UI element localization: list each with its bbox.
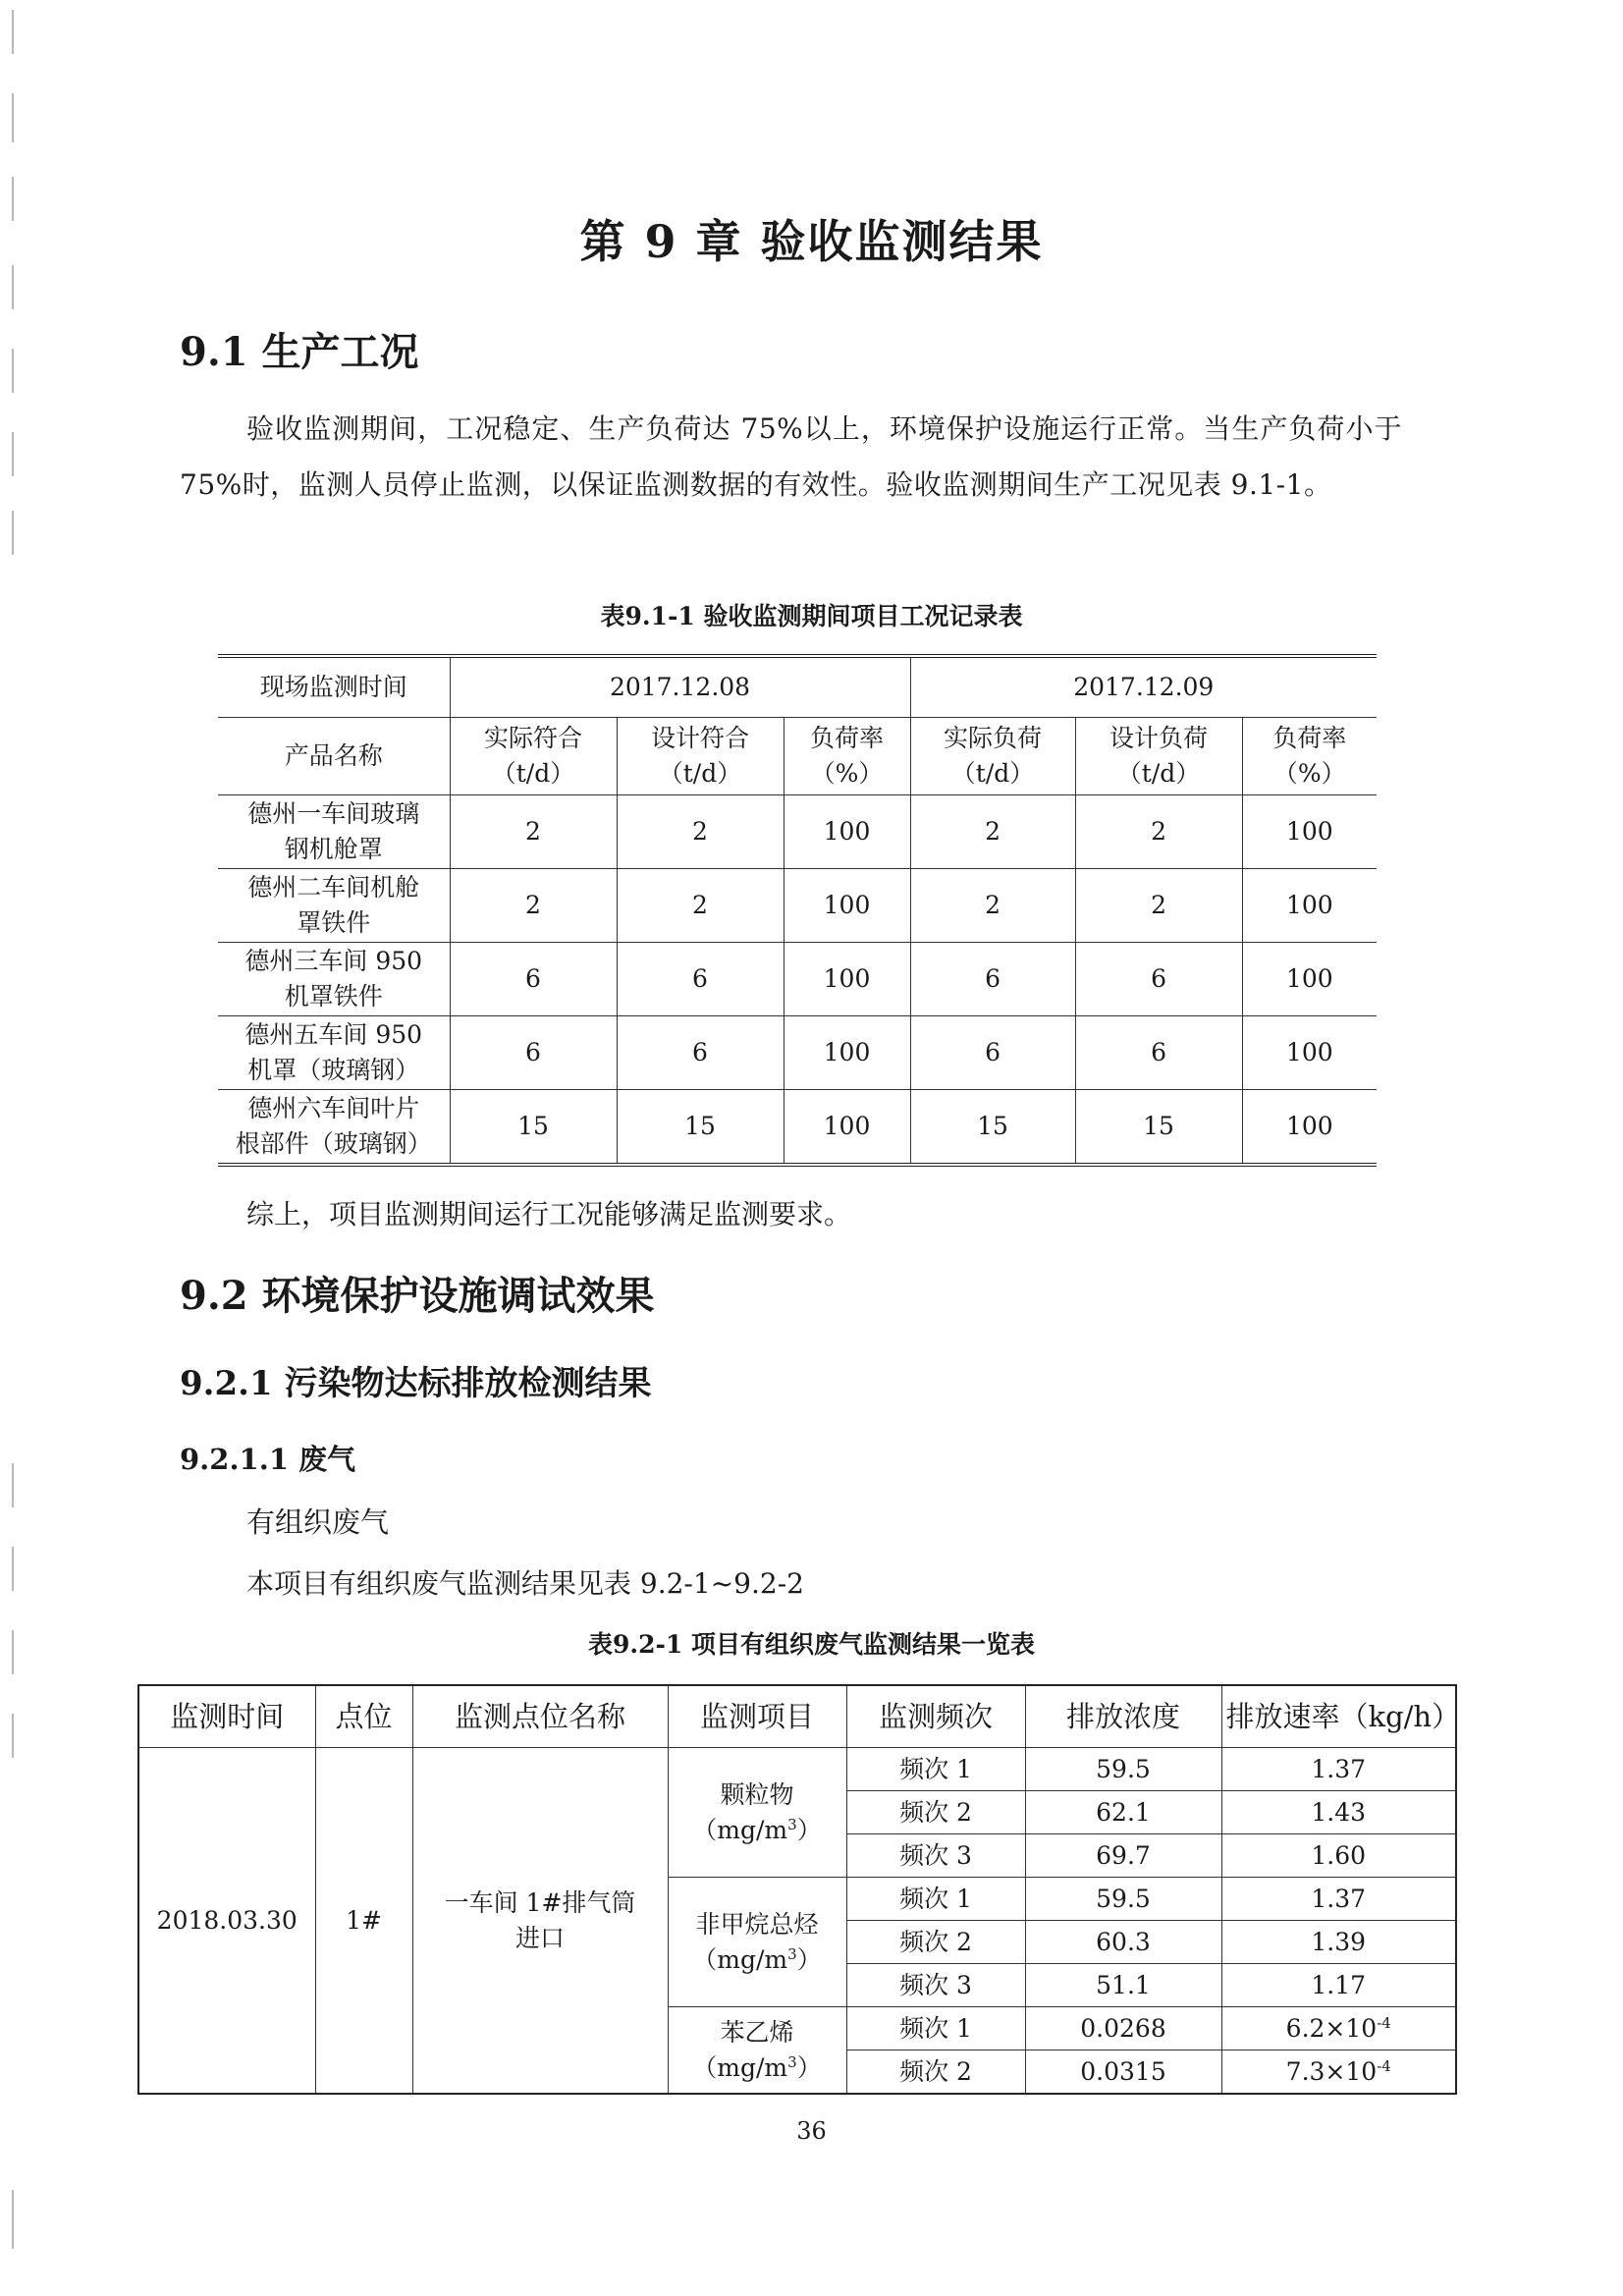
frequency-cell: 频次 1 — [846, 1878, 1025, 1921]
table-header-row — [218, 656, 1377, 718]
section-heading-9-2-1-1: 9.2.1.1 废气 — [180, 1443, 356, 1476]
monitor-item-cell: 颗粒物 $(mg/m^3)$ — [668, 1748, 846, 1878]
section-heading-9-2-1: 9.2.1 污染物达标排放检测结果 — [180, 1364, 652, 1403]
value-cell: 100 — [784, 1090, 910, 1166]
emission-rate-cell: 1.60 — [1221, 1834, 1456, 1878]
table-header-row — [138, 1685, 1456, 1748]
binding-mark — [12, 349, 14, 393]
value-cell: 100 — [1242, 869, 1377, 943]
value-cell: 2 — [910, 869, 1075, 943]
value-cell: 2 — [617, 795, 784, 869]
section-heading-9-1: 9.1 生产工况 — [180, 329, 419, 375]
value-cell: 2 — [450, 795, 617, 869]
header-cell: 产品名称 — [218, 718, 450, 795]
section-9-1-paragraph: 验收监测期间，工况稳定、生产负荷达 75%以上，环境保护设施运行正常。当生产负荷小于 75%时，监测人员停止监测，以保证监测数据的有效性。验收监测期间生产工况见表 9.1-1。 — [180, 412, 1402, 501]
header-cell: 设计符合 （t/d） — [617, 718, 784, 795]
emission-rate-cell: 1.43 — [1221, 1791, 1456, 1834]
emission-rate-cell: $7.3\times 10^{-4}$ — [1221, 2050, 1456, 2095]
scan-binding-marks — [12, 0, 16, 2296]
value-cell: 2 — [1075, 869, 1242, 943]
binding-mark — [12, 1714, 14, 1758]
header-cell: 排放速率（kg/h） — [1221, 1685, 1456, 1748]
value-cell: 100 — [784, 869, 910, 943]
value-cell: 2 — [617, 869, 784, 943]
header-cell: 设计负荷 （t/d） — [1075, 718, 1242, 795]
binding-mark — [12, 432, 14, 476]
header-cell: 监测项目 — [668, 1685, 846, 1748]
table-row — [218, 1090, 1377, 1166]
table-9-1-1 — [218, 654, 1377, 1167]
emission-rate-cell: 1.17 — [1221, 1964, 1456, 2007]
header-cell: 监测点位名称 — [412, 1685, 668, 1748]
binding-mark — [12, 2190, 14, 2249]
value-cell: 100 — [1242, 943, 1377, 1016]
binding-mark — [12, 1547, 14, 1591]
frequency-cell: 频次 2 — [846, 1921, 1025, 1964]
frequency-cell: 频次 2 — [846, 2050, 1025, 2095]
value-cell: 15 — [617, 1090, 784, 1166]
summary-paragraph: 综上，项目监测期间运行工况能够满足监测要求。 — [246, 1198, 852, 1230]
value-cell: 2 — [910, 795, 1075, 869]
value-cell: 15 — [910, 1090, 1075, 1166]
page-number: 36 — [796, 2117, 827, 2145]
concentration-cell: 59.5 — [1025, 1748, 1221, 1791]
header-cell: 实际符合 （t/d） — [450, 718, 617, 795]
frequency-cell: 频次 3 — [846, 1964, 1025, 2007]
table-row — [138, 1748, 1456, 1791]
binding-mark — [12, 10, 14, 54]
concentration-cell: 0.0315 — [1025, 2050, 1221, 2095]
value-cell: 6 — [910, 1016, 1075, 1090]
value-cell: 6 — [450, 943, 617, 1016]
organized-exhaust-label: 有组织废气 — [246, 1505, 390, 1539]
value-cell: 100 — [1242, 1016, 1377, 1090]
header-date-cell: 2017.12.09 — [910, 656, 1377, 718]
frequency-cell: 频次 3 — [846, 1834, 1025, 1878]
emission-rate-cell: 1.37 — [1221, 1748, 1456, 1791]
binding-mark — [12, 511, 14, 555]
value-cell: 100 — [784, 1016, 910, 1090]
frequency-cell: 频次 2 — [846, 1791, 1025, 1834]
product-name-cell: 德州五车间 950 机罩（玻璃钢） — [218, 1016, 450, 1090]
table-row — [218, 869, 1377, 943]
value-cell: 15 — [1075, 1090, 1242, 1166]
value-cell: 6 — [1075, 943, 1242, 1016]
concentration-cell: 62.1 — [1025, 1791, 1221, 1834]
value-cell: 15 — [450, 1090, 617, 1166]
monitor-item-cell: 苯乙烯 $(mg/m^3)$ — [668, 2007, 846, 2095]
table-9-1-1-caption: 表9.1-1 验收监测期间项目工况记录表 — [600, 602, 1023, 630]
emission-rate-cell: 1.39 — [1221, 1921, 1456, 1964]
value-cell: 6 — [1075, 1016, 1242, 1090]
binding-mark — [12, 265, 14, 309]
header-cell: 现场监测时间 — [218, 656, 450, 718]
binding-mark — [12, 93, 14, 142]
section-heading-9-2: 9.2 环境保护设施调试效果 — [180, 1273, 655, 1319]
header-cell: 实际负荷 （t/d） — [910, 718, 1075, 795]
value-cell: 6 — [617, 943, 784, 1016]
product-name-cell: 德州一车间玻璃 钢机舱罩 — [218, 795, 450, 869]
concentration-cell: 59.5 — [1025, 1878, 1221, 1921]
binding-mark — [12, 1463, 14, 1507]
value-cell: 2 — [450, 869, 617, 943]
point-cell: 1# — [315, 1748, 412, 2095]
concentration-cell: 51.1 — [1025, 1964, 1221, 2007]
chapter-title: 第 9 章 验收监测结果 — [579, 215, 1044, 268]
emission-rate-cell: $6.2\times 10^{-4}$ — [1221, 2007, 1456, 2050]
value-cell: 100 — [1242, 1090, 1377, 1166]
table-header-row — [218, 718, 1377, 795]
table-row — [218, 943, 1377, 1016]
concentration-cell: 60.3 — [1025, 1921, 1221, 1964]
product-name-cell: 德州二车间机舱 罩铁件 — [218, 869, 450, 943]
concentration-cell: 0.0268 — [1025, 2007, 1221, 2050]
emission-rate-cell: 1.37 — [1221, 1878, 1456, 1921]
value-cell: 100 — [1242, 795, 1377, 869]
table-row — [218, 795, 1377, 869]
exhaust-intro-text: 本项目有组织废气监测结果见表 9.2-1~9.2-2 — [246, 1567, 804, 1600]
value-cell: 6 — [450, 1016, 617, 1090]
table-row — [218, 1016, 1377, 1090]
frequency-cell: 频次 1 — [846, 2007, 1025, 2050]
value-cell: 100 — [784, 795, 910, 869]
header-cell: 监测频次 — [846, 1685, 1025, 1748]
value-cell: 100 — [784, 943, 910, 1016]
header-cell: 点位 — [315, 1685, 412, 1748]
monitor-item-cell: 非甲烷总烃 $(mg/m^3)$ — [668, 1878, 846, 2007]
value-cell: 6 — [617, 1016, 784, 1090]
value-cell: 2 — [1075, 795, 1242, 869]
frequency-cell: 频次 1 — [846, 1748, 1025, 1791]
header-cell: 负荷率 （%） — [1242, 718, 1377, 795]
product-name-cell: 德州六车间叶片 根部件（玻璃钢） — [218, 1090, 450, 1166]
value-cell: 6 — [910, 943, 1075, 1016]
date-cell: 2018.03.30 — [138, 1748, 315, 2095]
concentration-cell: 69.7 — [1025, 1834, 1221, 1878]
header-cell: 监测时间 — [138, 1685, 315, 1748]
location-cell: 一车间 1#排气筒 进口 — [412, 1748, 668, 2095]
header-cell: 负荷率 （%） — [784, 718, 910, 795]
header-cell: 排放浓度 — [1025, 1685, 1221, 1748]
header-date-cell: 2017.12.08 — [450, 656, 910, 718]
product-name-cell: 德州三车间 950 机罩铁件 — [218, 943, 450, 1016]
table-9-2-1 — [137, 1684, 1461, 2095]
table-9-2-1-caption: 表9.2-1 项目有组织废气监测结果一览表 — [588, 1630, 1035, 1659]
